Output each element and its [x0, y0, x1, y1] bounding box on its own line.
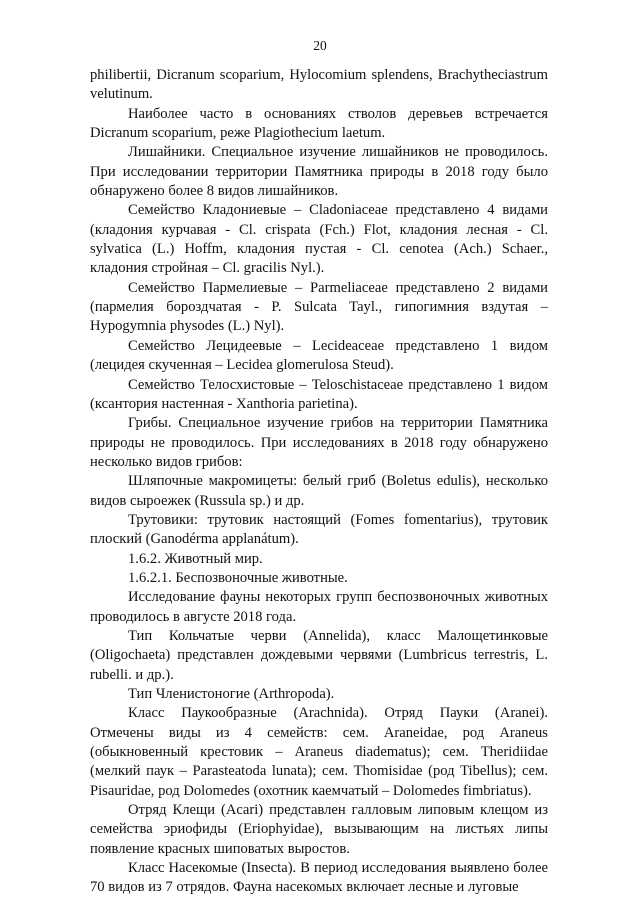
section-heading: 1.6.2. Животный мир.	[128, 550, 263, 567]
paragraph: Наиболее часто в основаниях стволов деревьев встречается Dicranum scoparium, реже Plagiothecium laetum.	[90, 105, 548, 142]
page-number: 20	[313, 38, 327, 53]
paragraph: Семейство Телосхистовые – Teloschistaceae представлено 1 видом (ксантория настенная - Xanthoria parietina).	[90, 376, 548, 412]
paragraph: Грибы. Специальное изучение грибов на территории Памятника природы не проводилось. При исследованиях в 2018 году обнаружено несколько видов грибов:	[90, 415, 548, 470]
subsection-heading: 1.6.2.1. Беспозвоночные животные.	[128, 569, 348, 586]
paragraph: Класс Паукообразные (Arachnida). Отряд Пауки (Aranei). Отмечены виды из 4 семейств: сем. Araneidae, род Araneus (обыкновенный крестовик – Araneus diadematus); сем. Theridiidae (мелкий паук – Parasteatoda lunata); сем. Thomisidae (род Tibellus); сем. Pisauridae, род Dolomedes (охотник каемчатый – Dolomedes fimbriatus).	[90, 705, 548, 799]
paragraph: Тип Членистоногие (Arthropoda).	[128, 686, 335, 702]
paragraph: Исследование фауны некоторых групп беспозвоночных животных проводилось в августе 2018 года.	[90, 589, 548, 625]
paragraph: Класс Насекомые (Insecta). В период исследования выявлено более 70 видов из 7 отрядов. Фауна насекомых включает лесные и луговые	[90, 860, 548, 896]
paragraph: Отряд Клещи (Acari) представлен галловым липовым клещом из семейства эриофиды (Eriophyidae), вызывающим на листьях липы появление красных шиповатых выростов.	[90, 802, 548, 857]
paragraph: philibertii, Dicranum scoparium, Hylocomium splendens, Brachytheciastrum velutinum.	[90, 67, 548, 103]
paragraph: Тип Кольчатые черви (Annelida), класс Малощетинковые (Oligochaeta) представлен дождевыми червями (Lumbricus terrestris, L. rubelli. и др.).	[90, 627, 548, 683]
paragraph: Семейство Лецидеевые – Lecideaceae представлено 1 видом (лецидея скученная – Lecidea glomerulosa Steud).	[90, 337, 548, 374]
paragraph: Шляпочные макромицеты: белый гриб (Boletus edulis), несколько видов сыроежек (Russula sp.) и др.	[90, 473, 548, 509]
paragraph: Семейство Кладониевые – Cladoniaceae представлено 4 видами (кладония курчавая - Cl. crispata (Fch.) Flot, кладония лесная - Cl. sylvatica (L.) Hoffm, кладония пустая - Cl. cenotea (Ach.) Schaer., кладония стройная – Cl. gracilis Nyl.).	[90, 202, 548, 277]
paragraph: Трутовики: трутовик настоящий (Fomes fomentarius), трутовик плоский (Ganodérma applanátum).	[90, 511, 548, 548]
paragraph: Семейство Пармелиевые – Parmeliaceae представлено 2 видами (пармелия бороздчатая - P. Sulcata Tayl., гипогимния вздутая – Hypogymnia physodes (L.) Nyl).	[90, 279, 548, 335]
body-text	[90, 66, 548, 898]
paragraph: Лишайники. Специальное изучение лишайников не проводилось. При исследовании территории Памятника природы в 2018 году было обнаружено более 8 видов лишайников.	[90, 144, 548, 200]
